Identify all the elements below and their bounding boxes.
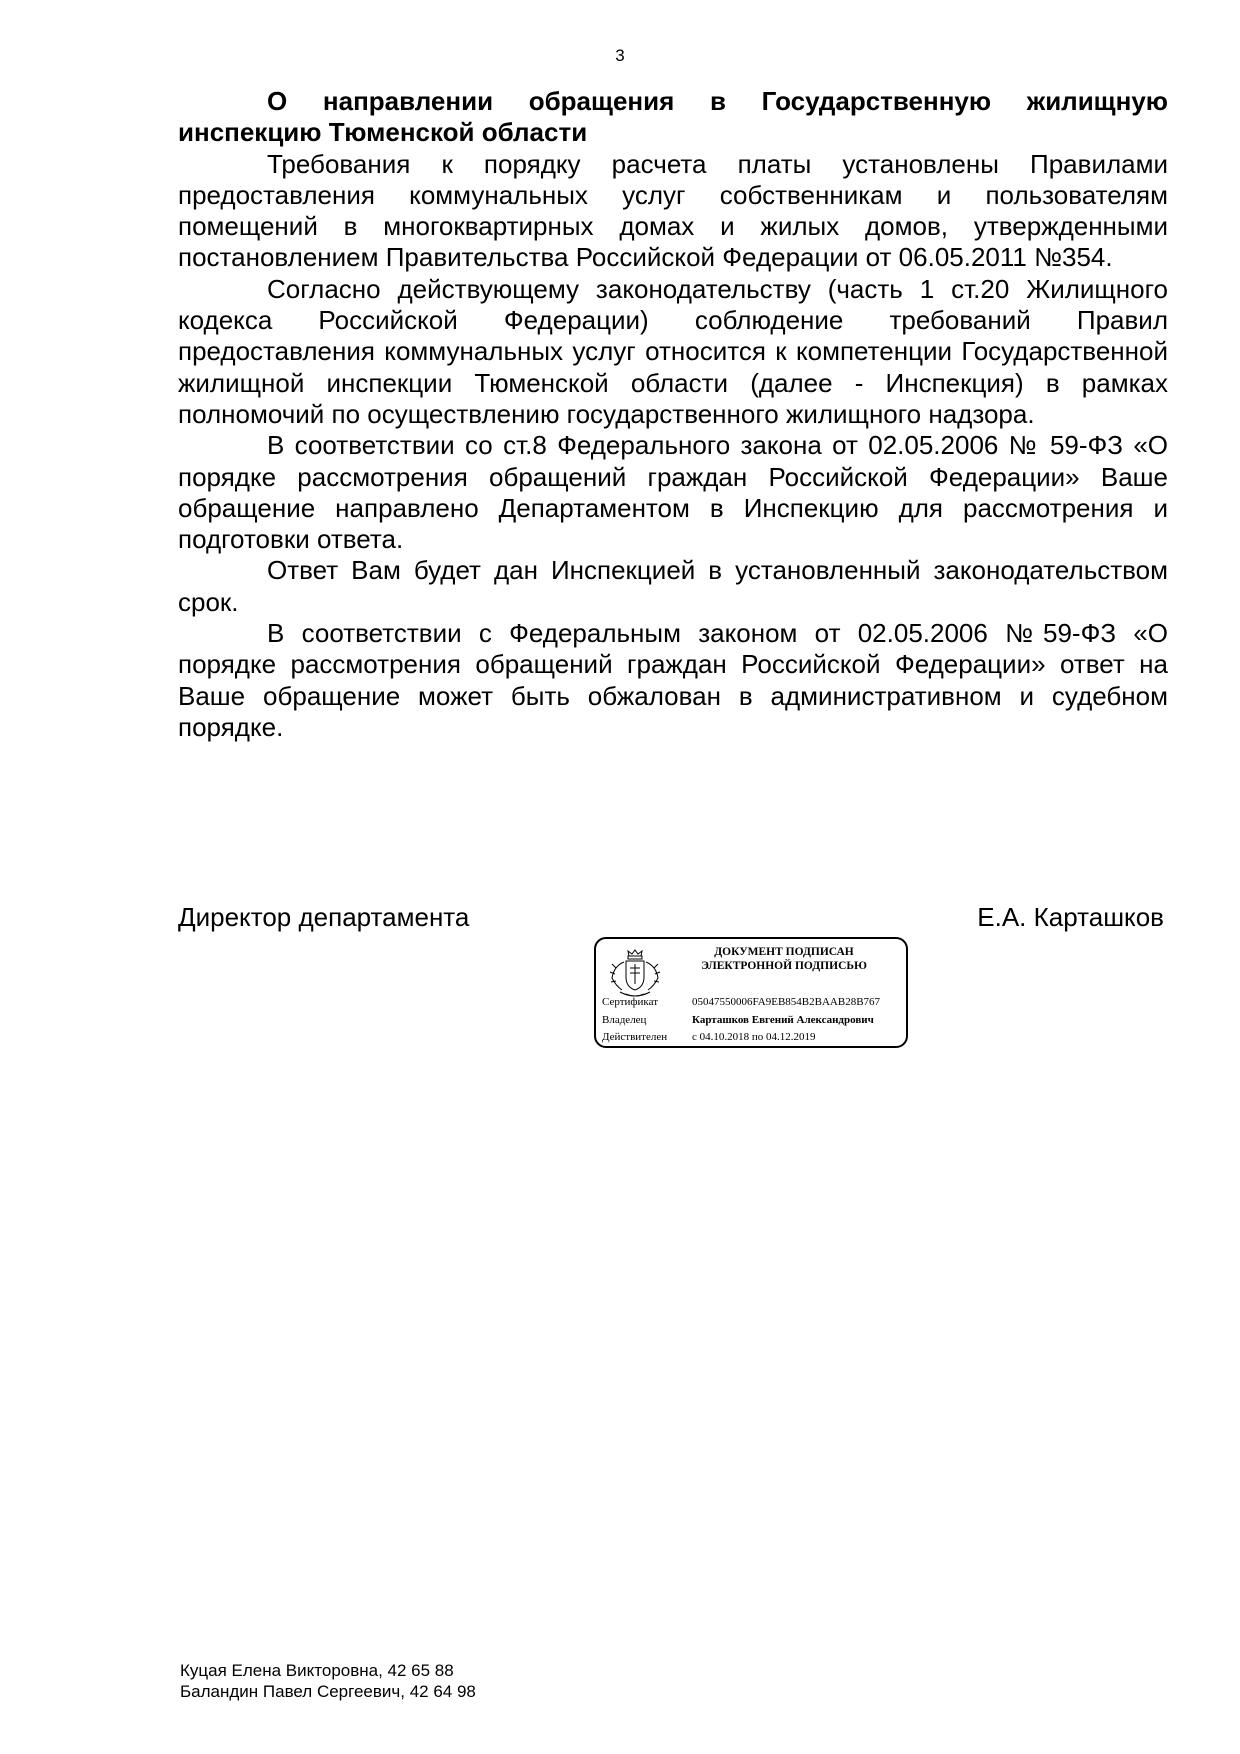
- stamp-certificate-value: 05047550006FA9EB854B2BAAB28B767: [692, 996, 881, 1008]
- paragraph-calculation-rules: Требования к порядку расчета платы установлены Правилами предоставления коммунальных услуг собственникам и пользователям помещений в многоквартирных домах и жилых домов, утвержденными постановлением Правительства Российской Федерации от 06.05.2011 №354.: [178, 148, 1168, 273]
- paragraph-inspection-competence: Согласно действующему законодательству (часть 1 ст.20 Жилищного кодекса Российской Федерации) соблюдение требований Правил предоставления коммунальных услуг относится к компетенции Государственной жилищной инспекции Тюменской области (далее - Инспекция) в рамках полномочий по осуществлению государственного жилищного надзора.: [178, 273, 1168, 429]
- signatory-title: Директор департамента: [178, 902, 470, 932]
- stamp-owner-row: [602, 1013, 874, 1027]
- stamp-validity-row: [602, 1030, 816, 1044]
- stamp-header: [666, 945, 902, 973]
- coat-of-arms-icon: [606, 946, 664, 1002]
- stamp-owner-value: Карташков Евгений Александрович: [692, 1014, 874, 1026]
- paragraph-forwarding: В соответствии со ст.8 Федерального закона от 02.05.2006 № 59-ФЗ «О порядке рассмотрения обращений граждан Российской Федерации» Ваше обращение направлено Департаментом в Инспекцию для рассмотрения и подготовки ответа.: [178, 430, 1168, 555]
- paragraph-response-term: Ответ Вам будет дан Инспекцией в установленный законодательством срок.: [178, 555, 1168, 617]
- executor-contact-1: Куцая Елена Викторовна, 42 65 88: [180, 1661, 454, 1680]
- stamp-certificate-label: Сертификат: [602, 996, 658, 1008]
- stamp-header-line-2: ЭЛЕКТРОННОЙ ПОДПИСЬЮ: [701, 960, 867, 972]
- executor-contact-2: Баландин Павел Сергеевич, 42 64 98: [180, 1682, 476, 1701]
- letter-heading: О направлении обращения в Государственную жилищную инспекцию Тюменской области: [178, 86, 1168, 148]
- electronic-signature-stamp: [594, 937, 908, 1048]
- letter-body: [178, 86, 1168, 743]
- stamp-validity-label: Действителен: [602, 1031, 668, 1043]
- stamp-validity-value: с 04.10.2018 по 04.12.2019: [692, 1031, 816, 1043]
- executor-contacts: [180, 1660, 476, 1702]
- signatory-name: Е.А. Карташков: [977, 902, 1164, 932]
- stamp-owner-label: Владелец: [602, 1014, 647, 1026]
- stamp-header-line-1: ДОКУМЕНТ ПОДПИСАН: [714, 946, 854, 958]
- paragraph-appeal: В соответствии с Федеральным законом от 02.05.2006 №59-ФЗ «О порядке рассмотрения обращений граждан Российской Федерации» ответ на Ваше обращение может быть обжалован в административном и судебном порядке.: [178, 618, 1168, 742]
- page-number: 3: [615, 46, 625, 65]
- stamp-certificate-row: [602, 995, 880, 1009]
